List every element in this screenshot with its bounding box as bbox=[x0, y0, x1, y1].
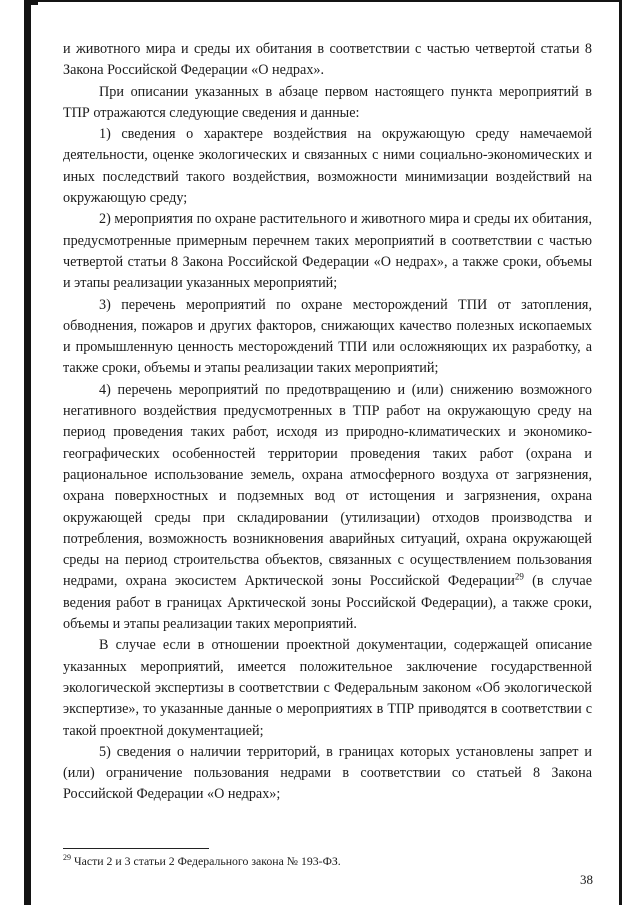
footnote-reference-29: 29 bbox=[514, 571, 524, 582]
list-item-4 bbox=[63, 380, 592, 636]
scan-edge-left bbox=[24, 0, 31, 905]
list-item-4-text-after: (в случае ведения работ в границах Арктической зоны Российской Федерации), а также сроки, объемы и этапы реализации таких мероприятий. bbox=[63, 573, 593, 633]
page-number: 38 bbox=[580, 872, 593, 887]
document-body bbox=[63, 39, 592, 806]
footnote bbox=[63, 854, 592, 869]
paragraph-intro: При описании указанных в абзаце первом настоящего пункта мероприятий в ТПР отражаются следующие сведения и данные: bbox=[63, 83, 592, 121]
paragraph-continuation: и животного мира и среды их обитания в соответствии с частью четвертой статьи 8 Закона Российской Федерации «О недрах». bbox=[63, 41, 592, 79]
scan-edge-right bbox=[619, 0, 622, 905]
list-item-4-text-before: 4) перечень мероприятий по предотвращению и (или) снижению возможного негативного воздействия предусмотренных в ТПР работ на окружающую среду на период проведения таких работ, исходя из природно-климатических и экономико-географических особенностей территории проведения таких работ (охрана и рациональное использование земель, охрана атмосферного воздуха от загрязнения, охрана поверхностных и подземных вод от истощения и загрязнения, охрана окружающей среды при складировании (утилизации) отходов производства и потребления, возможность возникновения аварийных ситуаций, охрана окружающей среды на период строительства объектов, связанных с осуществлением пользования недрами, охрана экосистем Арктической зоны Российской Федерации bbox=[63, 381, 592, 590]
list-item-3: 3) перечень мероприятий по охране месторождений ТПИ от затопления, обводнения, пожаров и других факторов, снижающих качество полезных ископаемых и промышленную ценность месторождений ТПИ или осложняющих их разработку, а также сроки, объемы и этапы реализации таких мероприятий; bbox=[63, 296, 592, 377]
footnote-separator bbox=[63, 848, 209, 849]
scan-edge-top bbox=[24, 0, 622, 2]
list-item-5: 5) сведения о наличии территорий, в границах которых установлены запрет и (или) ограничение пользования недрами в соответствии со статьей 8 Закона Российской Федерации «О недрах»; bbox=[63, 743, 592, 803]
footnote-area bbox=[63, 848, 592, 869]
paragraph-expert-review: В случае если в отношении проектной документации, содержащей описание указанных мероприятий, имеется положительное заключение государственной экологической экспертизы в соответствии с Федеральным законом «Об экологической экспертизе», то указанные данные о мероприятиях в ТПР приводятся в соответствии с такой проектной документацией; bbox=[63, 637, 592, 739]
footnote-marker: 29 bbox=[63, 853, 71, 863]
list-item-2: 2) мероприятия по охране растительного и животного мира и среды их обитания, предусмотренные примерным перечнем таких мероприятий в соответствии с частью четвертой статьи 8 Закона Российской Федерации «О недрах», а также сроки, объемы и этапы реализации указанных мероприятий; bbox=[63, 211, 592, 292]
list-item-1: 1) сведения о характере воздействия на окружающую среду намечаемой деятельности, оценке экологических и связанных с ними социально-экономических и иных последствий такого воздействия, возможности минимизации воздействий на окружающую среду; bbox=[63, 126, 592, 207]
footnote-text: Части 2 и 3 статьи 2 Федерального закона № 193-ФЗ. bbox=[73, 854, 341, 868]
